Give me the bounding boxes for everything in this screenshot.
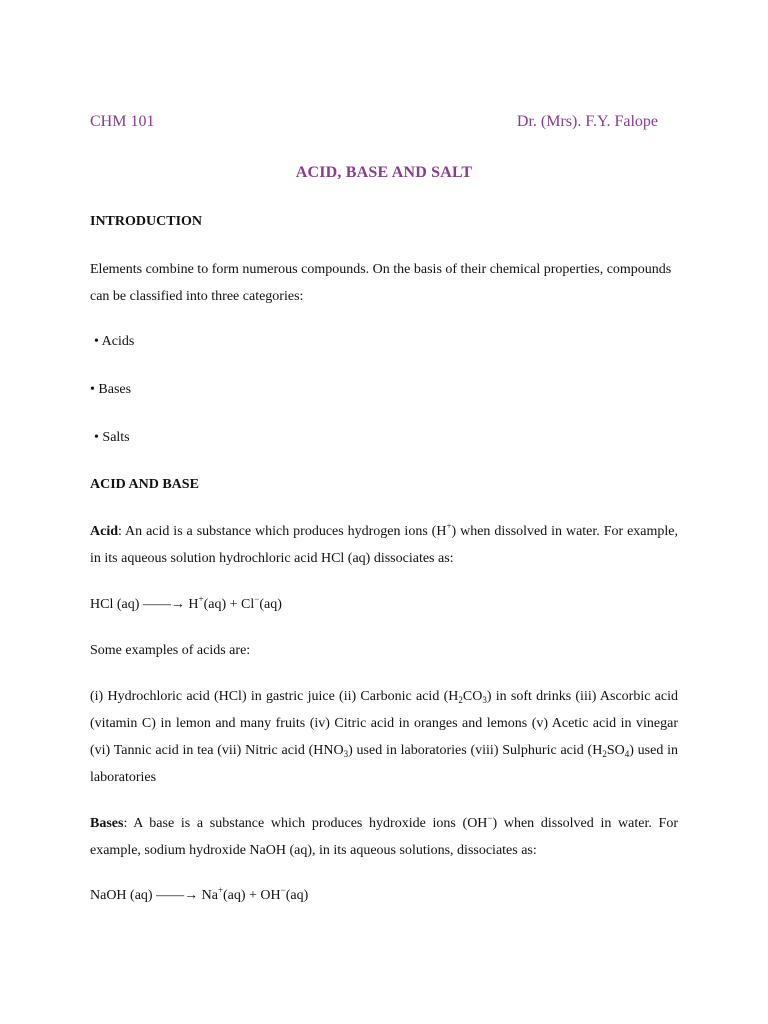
examples-text: ) used in laboratories: [90, 743, 678, 785]
equation-reactant: NaOH (aq) ——→ Na: [90, 888, 218, 903]
hydroxide-ion-charge: −: [487, 813, 493, 823]
subscript: 2: [602, 749, 607, 759]
base-dissociation-equation: [90, 885, 309, 904]
acid-definition: [90, 518, 678, 572]
acid-definition-text-cont: ) when dissolved in water. For example, in its aqueous solution hydrochloric acid HCl (aq) dissociates as:: [90, 524, 678, 566]
equation-end: (aq): [285, 888, 309, 903]
examples-text: SO: [606, 743, 625, 758]
examples-text: ) in soft drinks (iii) Ascorbic acid (vitamin C) in lemon and many fruits (iv) Citric acid in oranges and lemons (v) Acetic acid in vinegar (vi) Tannic acid in tea (vii) Nitric acid (HNO: [90, 689, 678, 758]
equation-end: (aq): [259, 597, 282, 612]
base-definition: [90, 810, 678, 864]
base-definition-text: : A base is a substance which produces hydroxide ions (OH: [123, 816, 488, 831]
bullet-acids: • Acids: [94, 334, 135, 349]
introduction-paragraph: Elements combine to form numerous compounds. On the basis of their chemical properties, compounds can be classified into three categories:: [90, 262, 672, 304]
acid-examples-list: [90, 683, 678, 791]
introduction-heading: INTRODUCTION: [90, 214, 203, 229]
equation-middle: (aq) + Cl: [203, 597, 255, 612]
examples-text: (i) Hydrochloric acid (HCl) in gastric juice (ii) Carbonic acid (H: [90, 689, 459, 704]
acid-definition-text: : An acid is a substance which produces hydrogen ions (H: [118, 524, 447, 539]
subscript: 2: [458, 695, 463, 705]
hydrogen-ion-charge: +: [446, 521, 452, 531]
equation-charge: +: [198, 594, 204, 604]
equation-charge: −: [254, 594, 260, 604]
equation-reactant: HCl (aq) ——→ H: [90, 597, 199, 612]
equation-middle: (aq) + OH: [223, 888, 281, 903]
document-title: ACID, BASE AND SALT: [295, 164, 473, 181]
acid-dissociation-equation: [90, 594, 282, 613]
acid-term: Acid: [90, 524, 118, 539]
acid-and-base-heading: ACID AND BASE: [90, 477, 199, 492]
base-definition-text-cont: ) when dissolved in water. For example, sodium hydroxide NaOH (aq), in its aqueous solutions, dissociates as:: [90, 816, 678, 858]
subscript: 4: [624, 749, 630, 759]
lecturer-name: Dr. (Mrs). F.Y. Falope: [516, 113, 658, 130]
bullet-salts: • Salts: [94, 430, 130, 445]
subscript: 3: [343, 749, 349, 759]
subscript: 3: [482, 695, 487, 705]
page-header: [90, 113, 658, 137]
equation-charge: −: [280, 885, 286, 895]
examples-text: CO: [462, 689, 483, 704]
examples-text: ) used in laboratories (viii) Sulphuric acid (H: [348, 743, 603, 758]
base-term: Bases: [90, 816, 124, 831]
acid-examples-intro: Some examples of acids are:: [90, 643, 251, 658]
equation-charge: +: [217, 885, 223, 895]
bullet-bases: • Bases: [90, 382, 132, 397]
course-code: CHM 101: [90, 113, 155, 130]
